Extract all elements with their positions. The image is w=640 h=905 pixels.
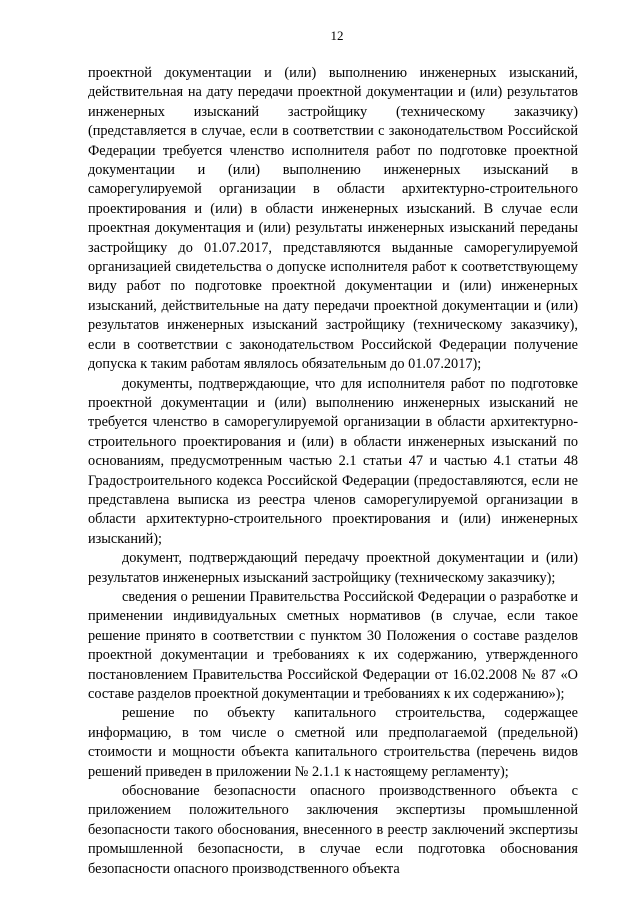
paragraph-government-decision: сведения о решении Правительства Российской Федерации о разработке и применении индивидуальных сметных нормативов (в случае, если такое решение принято в соответствии с пунктом 30 Положения о составе разделов проектной документации и требованиях к их содержанию, утвержденного постановлением Правительства Российской Федерации от 16.02.2008 № 87 «О составе разделов проектной документации и требованиях к их содержанию»); bbox=[88, 588, 578, 702]
paragraph-transfer-document: документ, подтверждающий передачу проектной документации и (или) результатов инженерных изысканий застройщику (техническому заказчику); bbox=[88, 550, 578, 586]
page-number: 12 bbox=[330, 28, 344, 43]
paragraph-membership-extract: проектной документации и (или) выполнению инженерных изысканий, действительная на дату передачи проектной документации и (или) результатов инженерных изысканий застройщику (техническому заказчику) (представляется в случае, если в соответствии с законодательством Российской Федерации требуется членство исполнителя работ по подготовке проектной документации и (или) выполнению инженерных изысканий в саморегулируемой организации в области архитектурно-строительного проектирования и (или) в области инженерных изысканий. В случае если проектная документация и (или) результаты инженерных изысканий переданы застройщику до 01.07.2017, представляются выданные саморегулируемой организацией свидетельства о допуске исполнителя работ к соответствующему виду работ по подготовке проектной документации и (или) инженерных изысканий, действительные на дату передачи проектной документации и (или) результатов инженерных изысканий застройщику (техническому заказчику), если в соответствии с законодательством Российской Федерации получение допуска к таким работам являлось обязательным до 01.07.2017); bbox=[88, 65, 578, 373]
paragraph-construction-decision: решение по объекту капитального строительства, содержащее информацию, в том числе о сметной или предполагаемой (предельной) стоимости и мощности объекта капитального строительства (перечень видов решений приведен в приложении № 2.1.1 к настоящему регламенту); bbox=[88, 705, 578, 780]
document-body bbox=[88, 64, 578, 879]
paragraph-membership-not-required: документы, подтверждающие, что для исполнителя работ по подготовке проектной документации и (или) выполнению инженерных изысканий не требуется членство в саморегулируемой организации в области архитектурно-строительного проектирования и (или) в области инженерных изысканий по основаниям, предусмотренным частью 2.1 статьи 47 и частью 4.1 статьи 48 Градостроительного кодекса Российской Федерации (предоставляются, если не представлена выписка из реестра членов саморегулируемой организации в области архитектурно-строительного проектирования и (или) инженерных изысканий); bbox=[88, 375, 578, 547]
paragraph-safety-justification: обоснование безопасности опасного производственного объекта с приложением положительного заключения экспертизы промышленной безопасности такого обоснования, внесенного в реестр заключений экспертизы промышленной безопасности, в случае если подготовка обоснования безопасности опасного производственного объекта bbox=[88, 783, 578, 877]
